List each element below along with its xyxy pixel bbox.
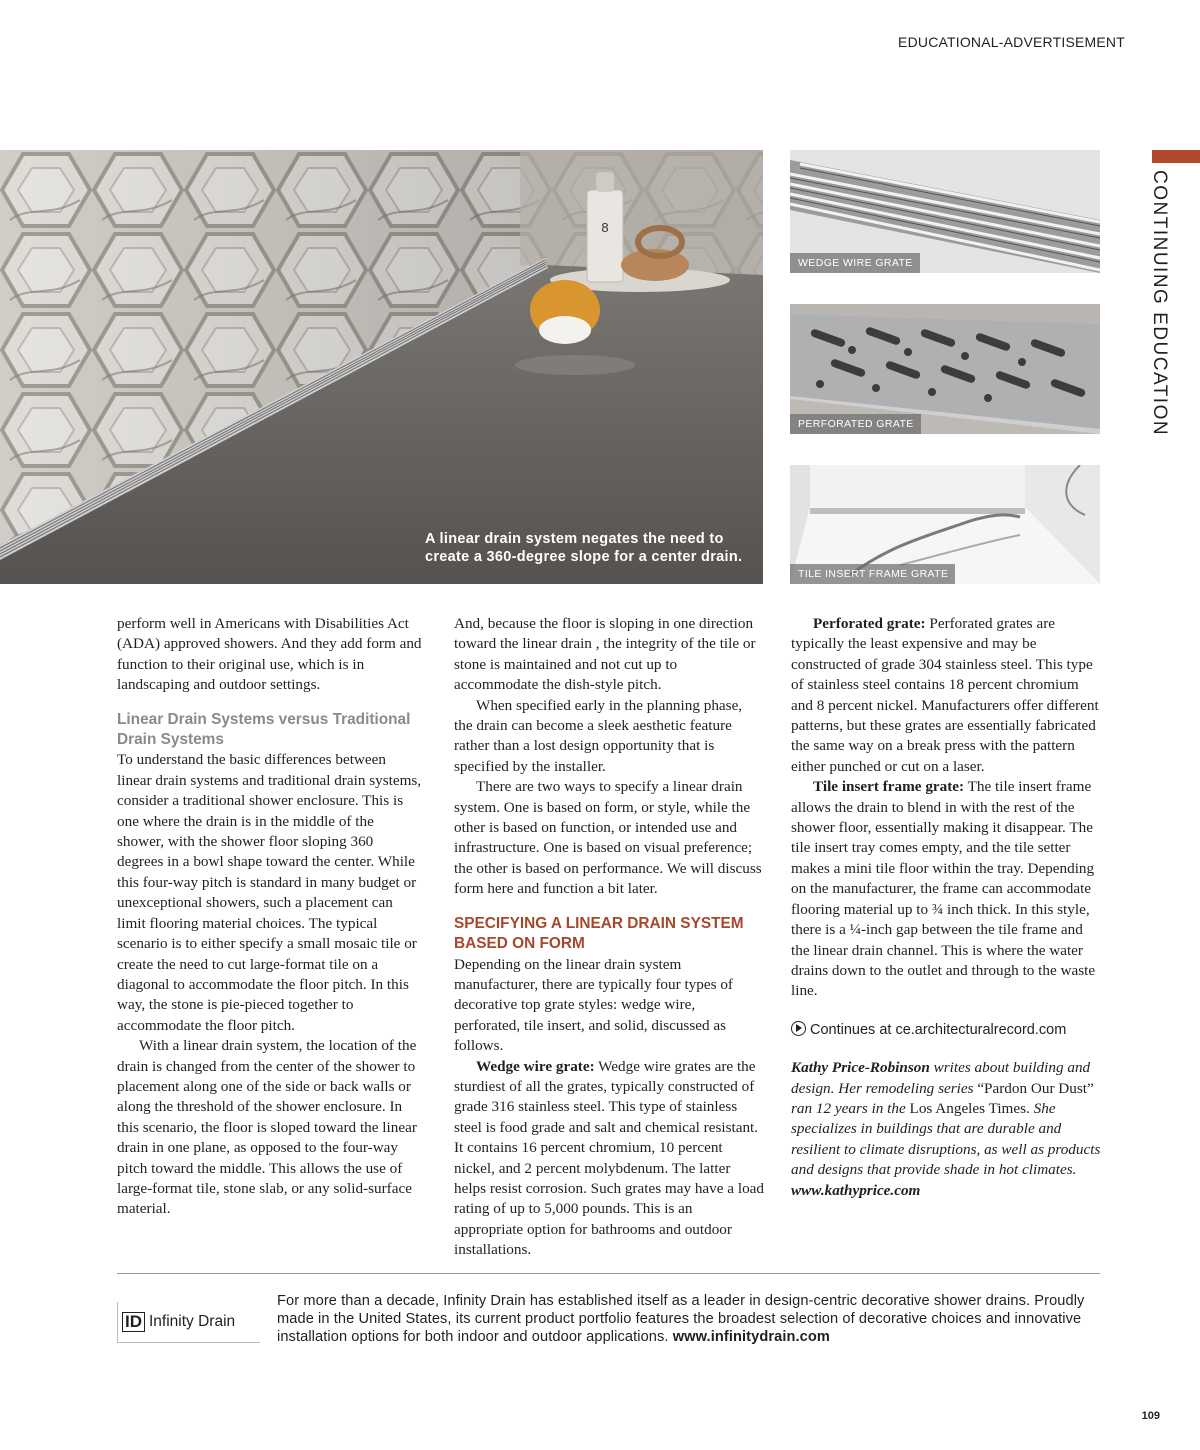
section-heading: SPECIFYING A LINEAR DRAIN SYSTEM BASED ON FORM [454,914,744,953]
footer-divider [117,1273,1100,1274]
paragraph: Depending on the linear drain system manufacturer, there are typically four types of decorative top grate styles: wedge wire, perforated, tile insert, and solid, discussed as follows. [454,955,733,1055]
shower-scene-illustration [0,150,763,584]
perforated-grate-photo [790,304,1100,434]
side-tab-bar [1152,150,1200,163]
logo-text: Infinity Drain [149,1313,236,1330]
section-heading: Linear Drain Systems versus Traditional Drain Systems [117,710,411,749]
side-tab-label: CONTINUING EDUCATION [1149,170,1170,437]
tile-insert-grate-photo [790,465,1100,584]
paragraph: Perforated grate: Perforated grates are typically the least expensive and may be constructed of grade 304 stainless steel. This type of stainless steel contains 18 percent chromium and 8 percent nickel. Manufacturers offer different patterns, but these grates are essentially fabricated the same way on a break press with the pattern either punched or cut on a laser. [791,615,1099,775]
hero-photo [0,150,763,584]
run-in-heading: Wedge wire grate: [476,1057,595,1075]
logo-mark: ID [122,1312,145,1332]
paragraph: When specified early in the planning phase, the drain can become a sleek aesthetic feature rather than a lost design opportunity that is specified by the installer. [454,696,743,775]
run-in-heading: Perforated grate: [813,615,926,632]
wedge-wire-grate-photo [790,150,1100,273]
wedge-wire-grate-label: WEDGE WIRE GRATE [790,253,920,273]
continues-link[interactable]: Continues at ce.architecturalrecord.com [791,1020,1101,1040]
paragraph: Tile insert frame grate: The tile insert frame allows the drain to blend in with the rest of the shower floor, essentially making it disappear. The tile insert tray comes empty, and the tile setter makes a mini tile floor within the tray. Depending on the manufacturer, the frame can accommodate flooring material up to ¾ inch thick. In this style, there is a ¼-inch gap between the tile frame and the linear drain channel. This is where the water drains down to the outlet and through to the waste line. [791,778,1096,1000]
column-3 [791,614,1101,1201]
paragraph: Wedge wire grate: Wedge wire grates are the sturdiest of all the grates, typically constructed of grade 316 stainless steel. This type of stainless steel is food grade and salt and chemical resistant. It contains 16 percent chromium, 10 percent nickel, and 2 percent molybdenum. The latter helps resist corrosion. Such grates may have a load rating of up to 5,000 pounds. This is an appropriate option for bathrooms and outdoor installations. [454,1057,764,1259]
paragraph: There are two ways to specify a linear drain system. One is based on form, or style, while the other is based on function, or intended use and infrastructure. One is based on visual preference; the other is based on performance. We will discuss form here and function a bit later. [454,778,762,898]
sponsor-blurb: For more than a decade, Infinity Drain has established itself as a leader in design-centric decorative shower drains. Proudly made in the United States, its current product portfolio features the broadest selection of decorative choices and innovative installation options for both indoor and outdoor applications. www.infinitydrain.com [277,1293,1085,1345]
paragraph: To understand the basic differences between linear drain systems and traditional drain systems, consider a traditional shower enclosure. This is one where the drain is in the middle of the shower, with the shower floor sloping 360 degrees in a bowl shape toward the center. While this four-way pitch is standard in many budget or unexceptional showers, such a placement can limit flooring material choices. The typical scenario is to either specify a small mosaic tile or create the need to cut large-format tile on a diagonal to accommodate the floor pitch. In this way, the stone is pie-pieced together to accommodate the floor pitch. [117,751,422,1034]
run-in-heading: Tile insert frame grate: [813,778,965,796]
page-number: 109 [1141,1410,1160,1422]
tile-insert-grate-label: TILE INSERT FRAME GRATE [790,564,955,584]
paragraph: With a linear drain system, the location of the drain is changed from the center of the shower to placement along one of the side or back walls or along the threshold of the shower enclosure. In this scenario, the floor is sloped toward the linear drain in one plane, as opposed to the four-way pitch toward the middle. This allows the use of large-format tile, stone slab, or any solid-surface material. [117,1037,417,1218]
column-1 [117,614,422,1220]
author-bio: Kathy Price-Robinson writes about building and design. Her remodeling series “Pardon Our Dust” ran 12 years in the Los Angeles Times. She specializes in buildings that are durable and resilient to climate disruptions, as well as products and designs that provide shade in hot climates. www.kathyprice.com [791,1059,1101,1199]
svg-text:8: 8 [601,220,609,235]
hero-caption: A linear drain system negates the need to create a 360-degree slope for a center drain. [425,531,743,565]
column-2 [454,614,764,1261]
author-name: Kathy Price-Robinson [791,1059,930,1077]
author-website-link[interactable]: www.kathyprice.com [791,1181,921,1199]
infinity-drain-logo [117,1302,260,1343]
play-icon [791,1021,806,1036]
header-label: EDUCATIONAL-ADVERTISEMENT [898,34,1125,50]
paragraph: And, because the floor is sloping in one direction toward the linear drain , the integrity of the tile or stone is maintained and not cut up to accommodate the dish-style pitch. [454,615,756,694]
sponsor-website-link[interactable]: www.infinitydrain.com [672,1329,830,1345]
perforated-grate-label: PERFORATED GRATE [790,414,921,434]
paragraph: perform well in Americans with Disabilities Act (ADA) approved showers. And they add form and function to their original use, which is in landscaping and outdoor settings. [117,615,422,694]
